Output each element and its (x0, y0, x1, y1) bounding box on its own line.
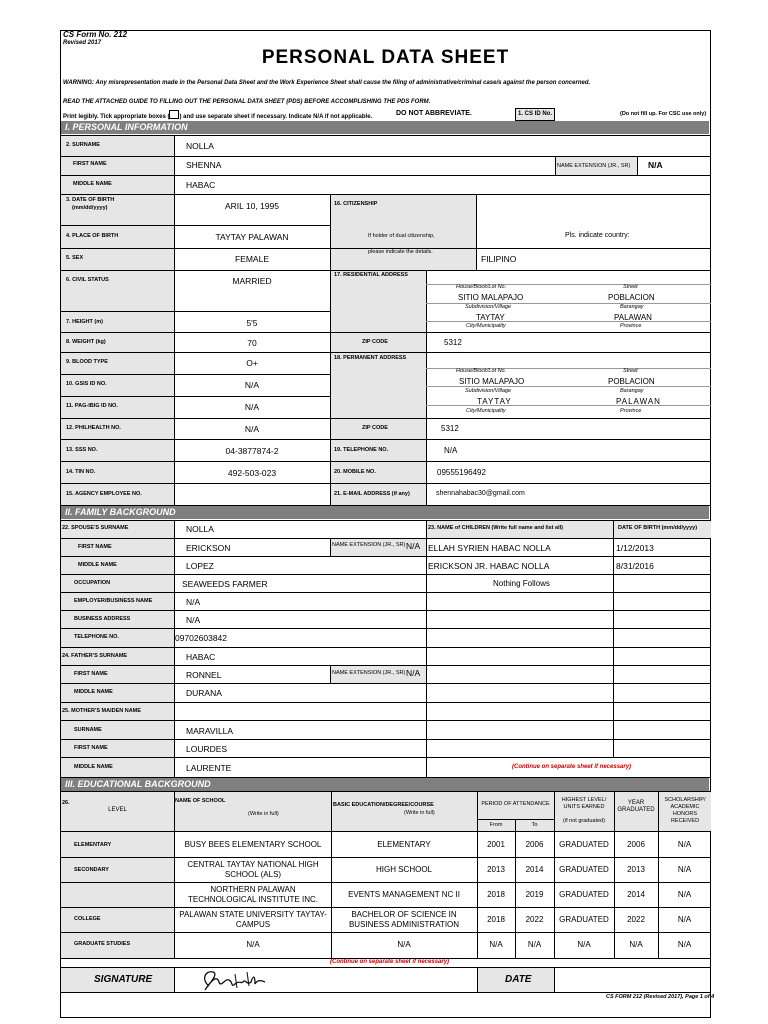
res-street-value[interactable]: POBLACION (608, 293, 655, 302)
edu-to-grad[interactable]: N/A (527, 940, 542, 949)
child-1-name[interactable]: ELLAH SYRIEN HABAC NOLLA (428, 543, 551, 553)
form-number: CS Form No. 212 (63, 30, 128, 39)
perm-city-value[interactable]: TAYTAY (477, 397, 512, 406)
dob-value[interactable]: ARIL 10, 1995 (224, 201, 280, 211)
edu-num: 26. (62, 800, 70, 806)
perm-address-label: 18. PERMANENT ADDRESS (334, 355, 407, 361)
spouse-ext-value[interactable]: N/A (406, 541, 421, 551)
telephone2-value[interactable]: 09702603842 (175, 633, 228, 643)
edu-school-sec[interactable]: CENTRAL TAYTAY NATIONAL HIGH SCHOOL (ALS) (187, 860, 319, 879)
father-first-value[interactable]: RONNEL (186, 670, 222, 680)
sex-value[interactable]: FEMALE (234, 254, 269, 264)
citizenship-label: 16. CITIZENSHIP (334, 201, 378, 207)
dual-note-1: If holder of dual citizenship, (368, 233, 435, 239)
edu-school-header: NAME OF SCHOOL (175, 798, 226, 804)
civil-value[interactable]: MARRIED (232, 276, 272, 286)
pagibig-label: 11. PAG-IBIG ID NO. (66, 403, 118, 409)
edu-school-college[interactable]: PALAWAN STATE UNIVERSITY TAYTAY-CAMPUS (179, 910, 327, 929)
civil-label: 6. CIVIL STATUS (66, 277, 109, 283)
edu-from-elem[interactable]: 2001 (487, 840, 505, 849)
spouse-first-label: FIRST NAME (78, 544, 112, 550)
telephone2-label: TELEPHONE NO. (74, 634, 119, 640)
edu-year-voc[interactable]: 2014 (627, 890, 645, 899)
res-prov-label: Province (620, 323, 642, 329)
edu-school-grad[interactable]: N/A (246, 940, 260, 949)
edu-course-header: BASIC EDUCATION/DEGREE/COURSE (333, 802, 434, 808)
nothing-follows: Nothing Follows (493, 579, 550, 588)
father-ext-value[interactable]: N/A (406, 668, 421, 678)
name-ext-label: NAME EXTENSION (JR., SR) (557, 163, 631, 169)
child-2-name[interactable]: ERICKSON JR. HABAC NOLLA (428, 561, 550, 571)
philhealth-label: 12. PHILHEALTH NO. (66, 425, 121, 431)
blood-value[interactable]: O+ (246, 358, 258, 368)
edu-from-college[interactable]: 2018 (487, 915, 505, 924)
edu-units-college[interactable]: GRADUATED (559, 915, 609, 924)
gsis-value[interactable]: N/A (244, 380, 260, 390)
edu-to-voc[interactable]: 2019 (525, 890, 544, 899)
edu-year-sec[interactable]: 2013 (627, 865, 645, 874)
father-surname-label: 24. FATHER'S SURNAME (62, 653, 128, 659)
mobile-label: 20. MOBILE NO. (334, 469, 376, 475)
guide-text: READ THE ATTACHED GUIDE TO FILLING OUT THE PERSONAL DATA SHEET (PDS) BEFORE ACCOMPLISHING THE PDS FORM. (63, 99, 431, 105)
mother-first-value[interactable]: LOURDES (186, 744, 228, 754)
email-value[interactable]: shennahabac30@gmail.com (436, 490, 525, 497)
sex-label: 5. SEX (66, 255, 84, 261)
spouse-ext-label: NAME EXTENSION (JR., SR) (332, 542, 406, 548)
edu-level-bg (61, 831, 174, 958)
dob-format: (mm/dd/yyyy) (72, 205, 108, 211)
perm-street-label: Street (623, 368, 638, 374)
dual-note-2: please indicate the details. (368, 249, 433, 255)
father-ext-label: NAME EXTENSION (JR., SR) (332, 670, 406, 676)
edu-to-elem[interactable]: 2006 (525, 840, 544, 849)
weight-value[interactable]: 70 (247, 338, 257, 348)
edu-year-grad[interactable]: N/A (629, 940, 643, 949)
spouse-middle-value[interactable]: LOPEZ (186, 561, 214, 571)
perm-zip-label: ZIP CODE (362, 425, 388, 431)
edu-to-sec[interactable]: 2014 (525, 865, 544, 874)
edu-course-elem[interactable]: ELEMENTARY (377, 840, 431, 849)
edu-year-header: YEAR GRADUATED (617, 800, 655, 813)
edu-honors-college[interactable]: N/A (677, 915, 692, 924)
edu-school-voc[interactable]: NORTHERN PALAWAN TECHNOLOGICAL INSTITUTE INC. (188, 885, 318, 904)
edu-level-elem: ELEMENTARY (74, 842, 112, 848)
weight-label: 8. WEIGHT (kg) (66, 339, 106, 345)
blood-label: 9. BLOOD TYPE (66, 359, 108, 365)
mother-first-label: FIRST NAME (74, 745, 108, 751)
csid-label: 1. CS ID No. (515, 108, 555, 121)
edu-units-grad[interactable]: N/A (577, 940, 591, 949)
edu-course-sub: (Write in full) (404, 810, 435, 816)
edu-level-sec: SECONDARY (74, 867, 109, 873)
perm-house-value[interactable]: SITIO MALAPAJO (459, 377, 525, 386)
edu-course-grad[interactable]: N/A (397, 940, 411, 949)
father-surname-value[interactable]: HABAC (186, 652, 216, 662)
res-address-label: 17. RESIDENTIAL ADDRESS (334, 272, 408, 278)
sss-label: 13. SSS NO. (66, 447, 98, 453)
res-prov-value[interactable]: PALAWAN (614, 313, 652, 322)
res-zip-label: ZIP CODE (362, 339, 388, 345)
continue-note-family: (Continue on separate sheet if necessary) (512, 764, 632, 770)
firstname-value[interactable]: SHENNA (186, 160, 222, 170)
height-label: 7. HEIGHT (m) (66, 319, 103, 325)
citizenship-value[interactable]: FILIPINO (481, 254, 517, 264)
perm-city-label: City/Municipality (466, 408, 506, 414)
print-note-a: Print legibly. Tick appropriate boxes ( (63, 114, 170, 120)
date-label: DATE (505, 974, 532, 985)
edu-year-college[interactable]: 2022 (627, 915, 645, 924)
continue-note-edu: (Continue on separate sheet if necessary) (330, 959, 450, 965)
res-street-label: Street (623, 284, 638, 290)
telephone-label: 19. TELEPHONE NO. (334, 447, 389, 453)
mother-label: 25. MOTHER'S MAIDEN NAME (62, 708, 141, 714)
res-city-value[interactable]: TAYTAY (476, 313, 505, 322)
pob-value[interactable]: TAYTAY PALAWAN (215, 232, 289, 242)
res-subd-label: Subdivision/Village (465, 304, 512, 310)
country-label: Pls. indicate country: (565, 232, 630, 239)
section-family-background: II. FAMILY BACKGROUND (61, 506, 709, 519)
mother-surname-value[interactable]: MARAVILLA (186, 726, 234, 736)
revised-label: Revised 2017 (63, 40, 102, 46)
employer-value[interactable]: N/A (186, 597, 201, 607)
telephone-value[interactable]: N/A (444, 446, 458, 455)
edu-from-header: From (489, 822, 503, 828)
edu-honors-voc[interactable]: N/A (677, 890, 692, 899)
csid-note: (Do not fill up. For CSC use only) (620, 111, 707, 117)
edu-units-elem[interactable]: GRADUATED (559, 840, 609, 849)
edu-from-voc[interactable]: 2018 (487, 890, 505, 899)
signature-label: SIGNATURE (94, 974, 153, 985)
child-1-dob[interactable]: 1/12/2013 (616, 543, 654, 553)
res-brgy-label: Barangay (620, 304, 644, 310)
spouse-middle-label: MIDDLE NAME (78, 562, 117, 568)
father-middle-value[interactable]: DURANA (186, 688, 222, 698)
res-house-label: House/Block/Lot No. (456, 284, 507, 290)
occupation-label: OCCUPATION (74, 580, 111, 586)
spouse-surname-value[interactable]: NOLLA (186, 524, 214, 534)
height-value[interactable]: 5'5 (246, 318, 258, 328)
tin-label: 14. TIN NO. (66, 469, 96, 475)
edu-level-header: LEVEL (108, 807, 127, 813)
perm-subd-label: Subdivision/Village (465, 388, 512, 394)
edu-honors-header: SCHOLARSHIP/ ACADEMIC HONORS RECEIVED (664, 797, 706, 824)
middlename-label: MIDDLE NAME (73, 181, 112, 187)
form-footer: CS FORM 212 (Revised 2017), Page 1 of 4 (606, 994, 715, 1000)
firstname-label: FIRST NAME (73, 161, 107, 167)
father-middle-label: MIDDLE NAME (74, 689, 113, 695)
edu-to-header: To (531, 822, 538, 828)
edu-year-elem[interactable]: 2006 (627, 840, 645, 849)
edu-school-elem[interactable]: BUSY BEES ELEMENTARY SCHOOL (184, 840, 322, 849)
res-city-label: City/Municipality (466, 323, 506, 329)
signature-drawing (195, 966, 275, 994)
occupation-value[interactable]: SEAWEEDS FARMER (182, 579, 268, 589)
warning-text: WARNING: Any misrepresentation made in the Personal Data Sheet and the Work Experience Sheet shall cause the filing of administrative/criminal case/s against the person concerned. (63, 80, 591, 86)
mother-middle-label: MIDDLE NAME (74, 764, 113, 770)
father-first-label: FIRST NAME (74, 671, 108, 677)
edu-level-college: COLLEGE (74, 916, 101, 922)
edu-from-sec[interactable]: 2013 (487, 865, 505, 874)
perm-prov-value[interactable]: PALAWAN (616, 397, 661, 406)
spouse-surname-label: 22. SPOUSE'S SURNAME (62, 525, 129, 531)
edu-course-sec[interactable]: HIGH SCHOOL (375, 865, 432, 874)
edu-course-college[interactable]: BACHELOR OF SCIENCE IN BUSINESS ADMINISTRATION (348, 910, 460, 929)
pagibig-value[interactable]: N/A (244, 402, 260, 412)
edu-course-voc[interactable]: EVENTS MANAGEMENT NC II (348, 890, 460, 899)
edu-honors-elem[interactable]: N/A (677, 840, 692, 849)
business-label: BUSINESS ADDRESS (74, 616, 131, 622)
edu-honors-grad[interactable]: N/A (677, 940, 692, 949)
res-house-value[interactable]: SITIO MALAPAJO (458, 293, 524, 302)
edu-honors-sec[interactable]: N/A (677, 865, 692, 874)
edu-period-header: PERIOD OF ATTENDANCE (481, 801, 550, 807)
email-label: 21. E-MAIL ADDRESS (if any) (334, 491, 410, 497)
edu-to-college[interactable]: 2022 (525, 915, 544, 924)
sss-value[interactable]: 04-3877874-2 (225, 446, 279, 456)
edu-level-grad: GRADUATE STUDIES (74, 941, 131, 947)
page-title: PERSONAL DATA SHEET (261, 47, 510, 68)
philhealth-value[interactable]: N/A (244, 424, 260, 434)
perm-prov-label: Province (620, 408, 642, 414)
edu-units-header: HIGHEST LEVEL/ UNITS EARNED (561, 797, 607, 810)
print-note-b: ) and use separate sheet if necessary. Indicate N/A if not applicable. (179, 114, 373, 120)
edu-units-voc[interactable]: GRADUATED (559, 890, 609, 899)
mother-surname-label: SURNAME (74, 727, 102, 733)
section-personal-info: I. PERSONAL INFORMATION (61, 121, 709, 134)
pob-label: 4. PLACE OF BIRTH (66, 233, 119, 239)
agency-label: 15. AGENCY EMPLOYEE NO. (66, 491, 142, 497)
name-ext-value[interactable]: N/A (648, 160, 663, 170)
middlename-value[interactable]: HABAC (186, 180, 216, 190)
no-abbreviate: DO NOT ABBREVIATE. (396, 110, 472, 117)
perm-brgy-label: Barangay (620, 388, 644, 394)
surname-label: 2. SURNAME (66, 142, 100, 148)
child-2-dob[interactable]: 8/31/2016 (616, 561, 654, 571)
mobile-value[interactable]: 09555196492 (437, 468, 486, 477)
dob-label: 3. DATE OF BIRTH (66, 197, 115, 203)
perm-street-value[interactable]: POBLACION (608, 377, 655, 386)
business-value[interactable]: N/A (186, 615, 201, 625)
edu-units-sec[interactable]: GRADUATED (559, 865, 609, 874)
edu-school-sub: (Write in full) (248, 811, 279, 817)
mother-middle-value[interactable]: LAURENTE (186, 763, 232, 773)
perm-house-label: House/Block/Lot No. (456, 368, 507, 374)
res-zip-value[interactable]: 5312 (444, 338, 462, 347)
tin-value[interactable]: 492-503-023 (227, 468, 277, 478)
section-educational-background: III. EDUCATIONAL BACKGROUND (61, 778, 709, 791)
spouse-first-value[interactable]: ERICKSON (186, 543, 231, 553)
edu-units-sub: (if not graduated) (563, 818, 605, 824)
edu-from-grad[interactable]: N/A (489, 940, 503, 949)
surname-value[interactable]: NOLLA (186, 141, 214, 151)
gsis-label: 10. GSIS ID NO. (66, 381, 107, 387)
child-dob-label: DATE OF BIRTH (mm/dd/yyyy) (618, 525, 698, 531)
employer-label: EMPLOYER/BUSINESS NAME (74, 598, 153, 604)
perm-zip-value[interactable]: 5312 (441, 424, 459, 433)
children-label: 23. NAME of CHILDREN (Write full name and list all) (428, 525, 563, 531)
